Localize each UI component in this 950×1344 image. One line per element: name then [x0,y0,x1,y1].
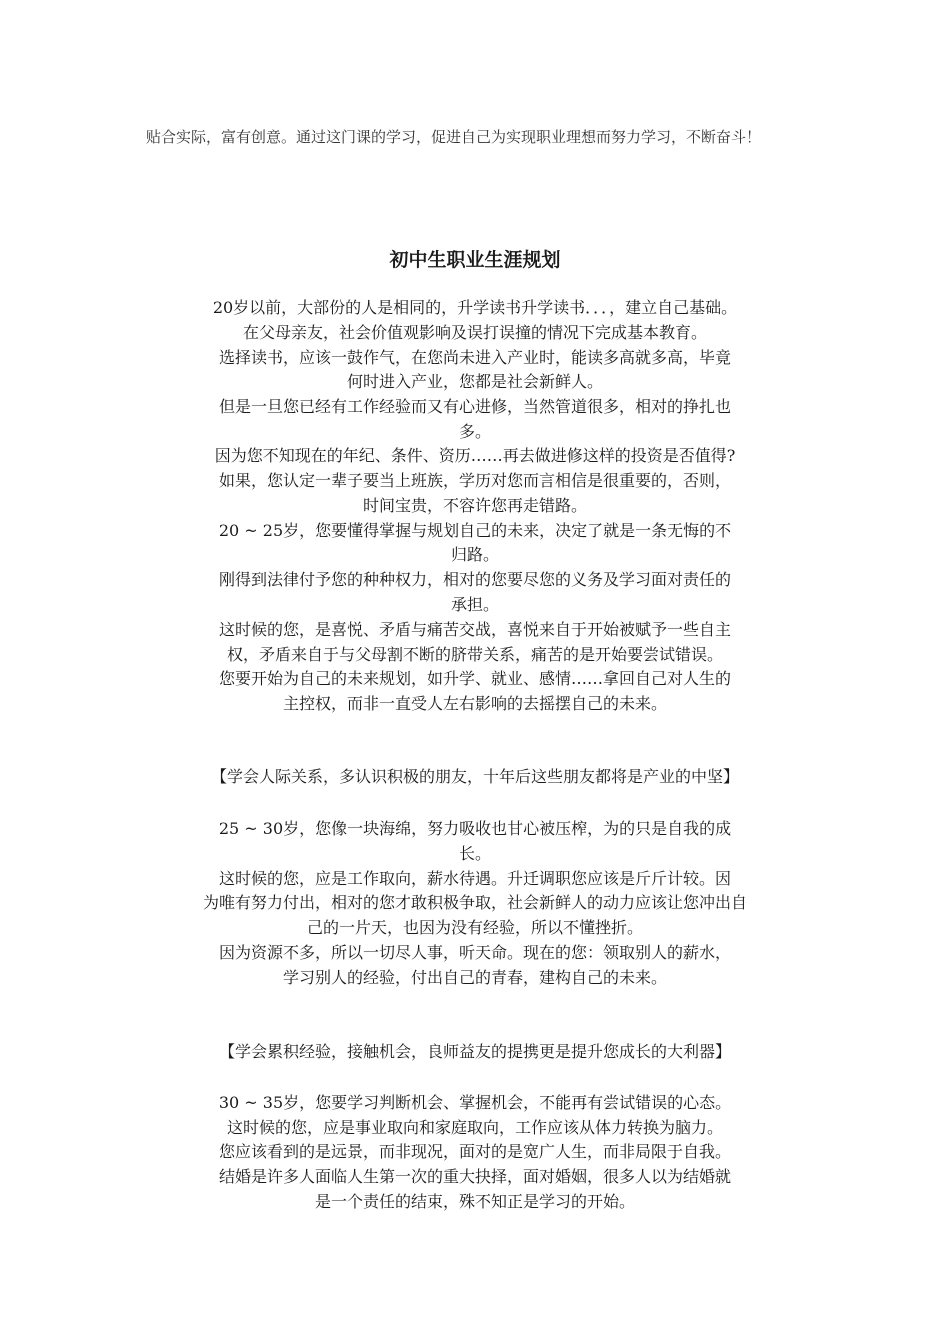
text-line: 但是一旦您已经有工作经验而又有心进修，当然管道很多，相对的挣扎也 [218,397,731,416]
text-line: 20 ~ 25岁，您要懂得掌握与规划自己的未来，决定了就是一条无悔的不 [218,521,732,540]
text-line: 这时候的您，应是事业取向和家庭取向，工作应该从体力转换为脑力。 [226,1118,723,1137]
text-line: 因为您不知现在的年纪、条件、资历……再去做进修这样的投资是否值得? [214,446,736,465]
text-line: 多。 [458,422,491,441]
text-line: 时间宝贵，不容许您再走错路。 [362,496,587,515]
text-line: 这时候的您，应是工作取向，薪水待遇。升迁调职您应该是斤斤计较。因 [218,869,731,888]
text-line: 学习别人的经验，付出自己的青春，建构自己的未来。 [282,968,667,987]
text-line: 权，矛盾来自于与父母割不断的脐带关系，痛苦的是开始要尝试错误。 [226,645,723,664]
text-line: 您要开始为自己的未来规划，如升学、就业、感情……拿回自己对人生的 [218,669,731,688]
text-line: 25 ~ 30岁，您像一块海绵，努力吸收也甘心被压榨，为的只是自我的成 [218,819,732,838]
section-heading: 【学会累积经验，接触机会，良师益友的提携更是提升您成长的大利器】 [218,1042,731,1061]
text-line: 结婚是许多人面临人生第一次的重大抉择，面对婚姻，很多人以为结婚就 [218,1167,731,1186]
section-heading: 【学会人际关系，多认识积极的朋友，十年后这些朋友都将是产业的中坚】 [210,767,739,786]
text-line: 刚得到法律付予您的种种权力，相对的您要尽您的义务及学习面对责任的 [218,570,731,589]
text-line: 20岁以前，大部份的人是相同的，升学读书升学读书．．．，建立自己基础。 [212,298,738,317]
text-line: 长。 [458,844,491,863]
intro-paragraph: 贴合实际，富有创意。通过这门课的学习，促进自己为实现职业理想而努力学习，不断奋斗！ [146,128,762,146]
text-line: 这时候的您，是喜悦、矛盾与痛苦交战，喜悦来自于开始被赋予一些自主 [218,620,731,639]
text-line: 选择读书，应该一鼓作气，在您尚未进入产业时，能读多高就多高，毕竟 [218,348,731,367]
text-line: 归路。 [450,545,499,564]
text-line: 因为资源不多，所以一切尽人事，听天命。现在的您：领取别人的薪水， [218,943,731,962]
text-line: 主控权，而非一直受人左右影响的去摇摆自己的未来。 [282,694,667,713]
text-line: 为唯有努力付出，相对的您才敢积极争取，社会新鲜人的动力应该让您冲出自 [202,893,747,912]
text-line: 如果，您认定一辈子要当上班族，学历对您而言相信是很重要的，否则， [218,471,731,490]
text-line: 是一个责任的结束，殊不知正是学习的开始。 [314,1192,635,1211]
text-line: 在父母亲友，社会价值观影响及误打误撞的情况下完成基本教育。 [242,323,707,342]
text-line: 您应该看到的是远景，而非现况，面对的是宽广人生，而非局限于自我。 [218,1142,731,1161]
text-line: 30 ~ 35岁，您要学习判断机会、掌握机会，不能再有尝试错误的心态。 [218,1093,732,1112]
text-line: 己的一片天，也因为没有经验，所以不懂挫折。 [306,918,643,937]
text-line: 何时进入产业，您都是社会新鲜人。 [346,372,603,391]
text-line: 承担。 [450,595,499,614]
page-title: 初中生职业生涯规划 [389,249,561,271]
